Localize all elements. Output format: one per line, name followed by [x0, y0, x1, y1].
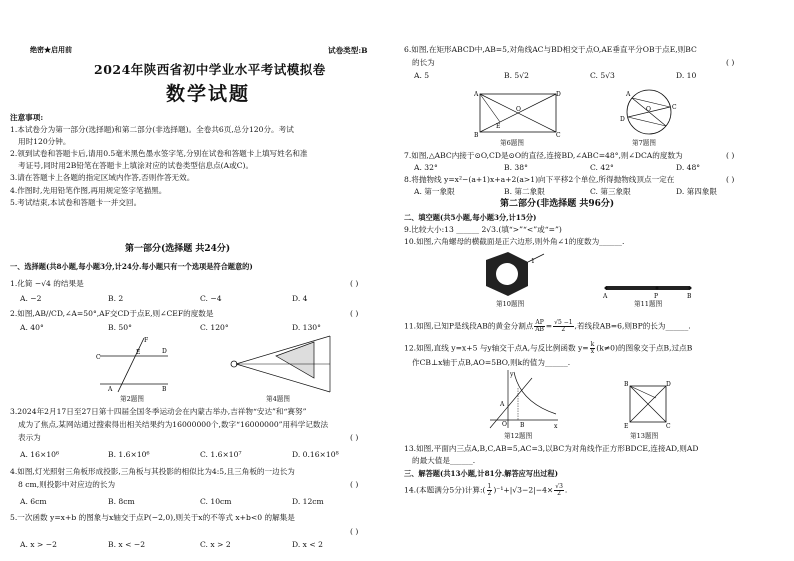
svg-text:B: B — [624, 381, 629, 388]
q2-option-d: D. 130° — [292, 323, 321, 332]
svg-text:D: D — [666, 381, 671, 388]
q4-option-a: A. 6cm — [20, 497, 47, 506]
svg-text:E: E — [624, 423, 629, 430]
svg-text:B: B — [687, 293, 692, 300]
caption-q12: 第12题图 — [504, 432, 533, 440]
q6-option-a: A. 5 — [414, 71, 430, 80]
figure-q6 — [474, 88, 562, 138]
q3-option-a: A. 16×10⁶ — [20, 450, 60, 459]
q3-line: 3.2024年2月17日至27日第十四届全国冬季运动会在内蒙古举办,吉祥物“安达”和“赛努” — [10, 407, 307, 416]
q8-line: 8.将抛物线 y=x²−(a+1)x+a+2(a>1)向下平移2个单位,所得抛物线顶点一定在 — [404, 175, 675, 184]
caption-q6: 第6题图 — [500, 139, 524, 147]
caption-q4: 第4题图 — [266, 395, 290, 403]
q12-stem: 12.如图,直线 y=x+5 与y轴交于点A,与反比例函数 y= $\frac{k}{x}$ (k≠0)的图象交于点B,过点B — [404, 341, 693, 355]
svg-text:B: B — [520, 422, 525, 429]
q5-option-a: A. x > −2 — [20, 540, 57, 549]
q3-line: 成为了焦点,某网站通过搜索得出相关结果约为16000000个,数字“16000000”用科学记数法 — [18, 420, 329, 429]
q2-answer-blank: ( ) — [350, 309, 359, 318]
q5-line: 5.一次函数 y=x+b 的图象与x轴交于点P(−2,0),则关于x的不等式 x+b<0 的解集是 — [10, 513, 295, 522]
q7-option-d: D. 48° — [676, 163, 701, 172]
note-line: 1.本试卷分为第一部分(选择题)和第二部分(非选择题)。全卷共6页,总分120分。考试 — [10, 125, 294, 134]
q1-option-d: D. 4 — [292, 294, 308, 303]
svg-text:A: A — [626, 91, 631, 98]
q7-line: 7.如图,△ABC内接于⊙O,CD是⊙O的直径,连接BD,∠ABC=48°,则∠DCA的度数为 — [404, 151, 683, 160]
q14-fraction-half: $\frac{1}{2}$ — [487, 483, 492, 497]
figure-q10 — [476, 248, 548, 300]
svg-text:O: O — [516, 106, 521, 113]
svg-text:C: C — [666, 423, 671, 430]
subject-title: 数学试题 — [166, 83, 251, 105]
figure-q13 — [624, 380, 672, 430]
q4-answer-blank: ( ) — [350, 480, 359, 489]
note-line: 5.考试结束,本试卷和答题卡一并交回。 — [10, 198, 142, 207]
q8-option-a: A. 第一象限 — [414, 187, 455, 196]
figure-q12 — [486, 368, 560, 430]
q2-option-b: B. 50° — [108, 323, 132, 332]
figure-q11 — [602, 282, 694, 300]
q7-option-a: A. 32° — [414, 163, 438, 172]
q3-option-c: C. 1.6×10⁷ — [200, 450, 242, 459]
q6-option-c: C. 5√3 — [590, 71, 615, 80]
q6-line: 的长为 — [412, 58, 435, 67]
q7-answer-blank: ( ) — [726, 151, 735, 160]
q8-answer-blank: ( ) — [726, 175, 735, 184]
fill-section: 二、填空题(共5小题,每小题3分,计15分) — [404, 213, 537, 222]
exam-title: 2024年陕西省初中学业水平考试模拟卷 — [94, 62, 326, 77]
svg-text:B: B — [474, 132, 479, 138]
figure-q2 — [96, 334, 172, 394]
svg-text:A: A — [474, 91, 479, 98]
q11-stem: 11.如图,已知P是线段AB的黄金分割点 $\frac{AP}{AB}$ = $\frac{√5 -1}{2}$ ,若线段AB=6,则BP的长为______. — [404, 319, 691, 333]
q6-option-d: D. 10 — [676, 71, 697, 80]
q5-answer-blank: ( ) — [350, 527, 359, 536]
svg-text:y: y — [510, 371, 514, 378]
caption-q10: 第10题图 — [496, 300, 525, 308]
svg-text:C: C — [96, 354, 101, 361]
q1-option-b: B. 2 — [108, 294, 124, 303]
q14-stem: 14.(本题满分5分)计算:( $\frac{1}{2}$ )⁻¹+|√3−2|−4× $\frac{√3}{2}$ . — [404, 483, 568, 497]
q3-option-d: D. 0.16×10⁸ — [292, 450, 339, 459]
q4-option-b: B. 8cm — [108, 497, 135, 506]
q10-stem: 10.如图,六角螺母的横截面是正六边形,则外角∠1的度数为______. — [404, 237, 625, 246]
q1-option-a: A. −2 — [20, 294, 42, 303]
svg-text:D: D — [162, 348, 167, 355]
q14-fraction-sqrt3-2: $\frac{√3}{2}$ — [555, 483, 563, 497]
svg-text:A: A — [500, 401, 505, 408]
q3-line: 表示为 — [18, 433, 41, 442]
q11-fraction-ap-ab: $\frac{AP}{AB}$ — [535, 319, 544, 333]
svg-text:D: D — [620, 116, 625, 123]
q6-line: 6.如图,在矩形ABCD中,AB=5,对角线AC与BD相交于点O,AE垂直平分OB于点E,则BC — [404, 45, 697, 54]
choice-section: 一、选择题(共8小题,每小题3分,计24分.每小题只有一个选项是符合题意的) — [10, 262, 253, 271]
q11-fraction-golden: $\frac{√5 -1}{2}$ — [554, 319, 573, 333]
q3-option-b: B. 1.6×10⁶ — [108, 450, 150, 459]
q1-answer-blank: ( ) — [350, 279, 359, 288]
note-line: 2.领到试卷和答题卡后,请用0.5毫米黑色墨水签字笔,分别在试卷和答题卡上填写姓名和准 — [10, 149, 308, 158]
caption-q13: 第13题图 — [630, 432, 659, 440]
q4-line: 4.如图,灯光照射三角板形成投影,三角板与其投影的相似比为4:5,且三角板的一边长为 — [10, 467, 295, 476]
note-line: 3.请在答题卡上各题的指定区域内作答,否则作答无效。 — [10, 173, 195, 182]
q5-option-c: C. x > 2 — [200, 540, 231, 549]
q4-line: 8 cm,则投影中对应边的长为 — [18, 480, 116, 489]
part1-heading: 第一部分(选择题 共24分) — [125, 244, 231, 254]
figure-q4 — [226, 334, 338, 394]
svg-text:A: A — [108, 386, 113, 393]
q9-stem: 9.比较大小:13 ______ 2√3.(填“>”“<”或“=”) — [404, 225, 562, 234]
q2-stem: 2.如图,AB//CD,∠A=50°,AF交CD于点E,则∠CEF的度数是 — [10, 309, 214, 318]
q1-stem: 1.化简 −√4 的结果是 — [10, 279, 84, 288]
q13-line: 的最大值是______. — [412, 456, 476, 465]
q2-option-c: C. 120° — [200, 323, 229, 332]
svg-text:F: F — [144, 337, 149, 344]
secret-label: 绝密★启用前 — [30, 45, 72, 54]
q8-option-b: B. 第二象限 — [504, 187, 545, 196]
q8-option-c: C. 第三象限 — [590, 187, 631, 196]
svg-text:O: O — [646, 106, 651, 113]
caption-q11: 第11题图 — [634, 300, 663, 308]
svg-text:P: P — [654, 293, 659, 300]
svg-text:x: x — [554, 423, 558, 430]
q6-answer-blank: ( ) — [726, 58, 735, 67]
svg-text:E: E — [496, 123, 501, 130]
q7-option-b: B. 38° — [504, 163, 528, 172]
q3-answer-blank: ( ) — [350, 433, 359, 442]
note-line: 4.作图时,先用铅笔作图,再用规定签字笔描黑。 — [10, 186, 167, 195]
paper-type: 试卷类型:B — [328, 46, 368, 55]
svg-text:1: 1 — [531, 258, 535, 265]
notes-heading: 注意事项: — [10, 113, 44, 122]
svg-text:A: A — [603, 293, 608, 300]
q13-line: 13.如图,平面内三点A,B,C,AB=5,AC=3,以BC为对角线作正方形BDCE,连接AD,则AD — [404, 444, 699, 453]
svg-text:C: C — [672, 104, 677, 111]
caption-q2: 第2题图 — [120, 395, 144, 403]
svg-text:O: O — [502, 421, 507, 428]
svg-text:C: C — [556, 132, 561, 138]
q5-option-b: B. x < −2 — [108, 540, 146, 549]
part2-heading: 第二部分(非选择题 共96分) — [500, 199, 615, 209]
svg-text:D: D — [556, 91, 561, 98]
q8-option-d: D. 第四象限 — [676, 187, 718, 196]
svg-text:B: B — [162, 386, 167, 393]
q1-option-c: C. −4 — [200, 294, 222, 303]
svg-text:E: E — [136, 349, 141, 356]
note-line: 考证号,同时用2B铅笔在答题卡上填涂对应的试卷类型信息点(A或C)。 — [18, 161, 254, 170]
note-line: 用时120分钟。 — [18, 137, 71, 146]
caption-q7: 第7题图 — [632, 139, 656, 147]
q7-option-c: C. 42° — [590, 163, 614, 172]
q6-option-b: B. 5√2 — [504, 71, 529, 80]
answer-section: 三、解答题(共13小题,计81分.解答应写出过程) — [404, 469, 558, 478]
q2-option-a: A. 40° — [20, 323, 44, 332]
q12-fraction-k-x: $\frac{k}{x}$ — [590, 341, 595, 355]
q4-option-c: C. 10cm — [200, 497, 232, 506]
q12-line2: 作CB⊥x轴于点B,AO=5BO,则k的值为______. — [412, 358, 571, 367]
figure-q7 — [618, 83, 680, 139]
q5-option-d: D. x < 2 — [292, 540, 323, 549]
q4-option-d: D. 12cm — [292, 497, 324, 506]
